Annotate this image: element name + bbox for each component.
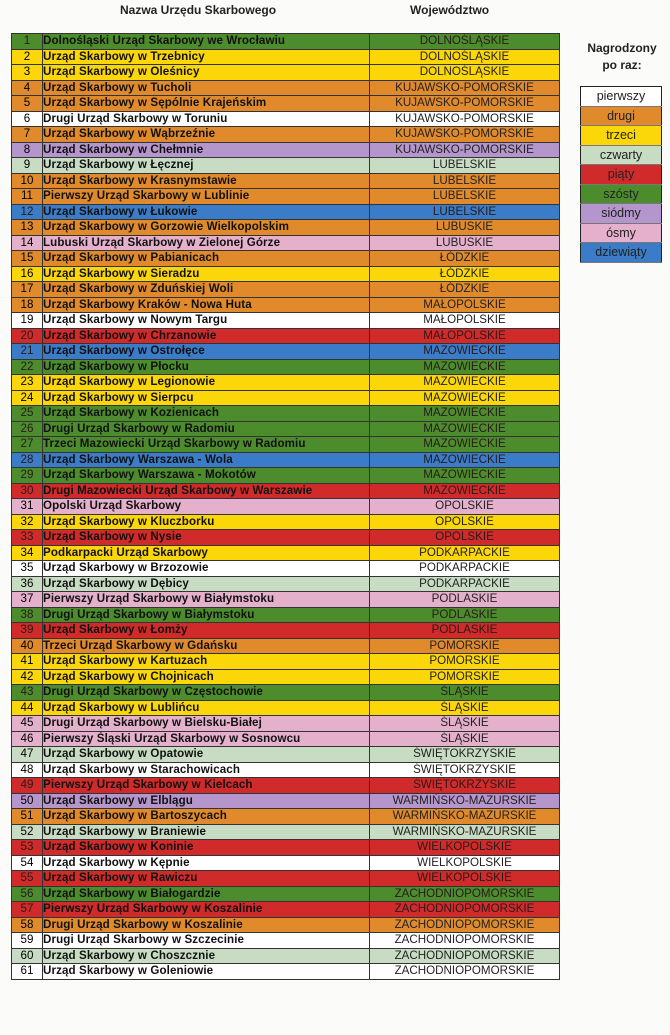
table-row [12,468,560,484]
voivodeship: OPOLSKIE [370,514,560,530]
row-number: 6 [12,111,43,127]
office-name: Pierwszy Urząd Skarbowy w Kielcach [43,778,370,794]
voivodeship: PODLASKIE [370,607,560,623]
voivodeship: MAZOWIECKIE [370,406,560,422]
offices-table [11,33,560,980]
legend-row [581,223,662,243]
voivodeship: LUBUSKIE [370,235,560,251]
row-number: 61 [12,964,43,980]
office-name: Dolnośląski Urząd Skarbowy we Wrocławiu [43,34,370,50]
voivodeship: WARMIŃSKO-MAZURSKIE [370,793,560,809]
row-number: 35 [12,561,43,577]
table-row [12,65,560,81]
table-row [12,313,560,329]
voivodeship: ŁÓDZKIE [370,282,560,298]
row-number: 1 [12,34,43,50]
office-name: Urząd Skarbowy Warszawa - Mokotów [43,468,370,484]
row-number: 56 [12,886,43,902]
row-number: 49 [12,778,43,794]
office-name: Urząd Skarbowy w Koninie [43,840,370,856]
table-row [12,390,560,406]
row-number: 47 [12,747,43,763]
voivodeship: PODKARPACKIE [370,576,560,592]
office-name: Urząd Skarbowy w Sieradzu [43,266,370,282]
office-name: Urząd Skarbowy w Sępólnie Krajeńskim [43,96,370,112]
table-row [12,948,560,964]
table-row [12,545,560,561]
voivodeship: POMORSKIE [370,638,560,654]
office-name: Urząd Skarbowy w Braniewie [43,824,370,840]
voivodeship: MAŁOPOLSKIE [370,313,560,329]
row-number: 7 [12,127,43,143]
voivodeship: OPOLSKIE [370,530,560,546]
table-row [12,669,560,685]
row-number: 4 [12,80,43,96]
row-number: 17 [12,282,43,298]
table-row [12,747,560,763]
office-name: Pierwszy Śląski Urząd Skarbowy w Sosnowcu [43,731,370,747]
office-name: Drugi Mazowiecki Urząd Skarbowy w Warszawie [43,483,370,499]
row-number: 16 [12,266,43,282]
office-name: Urząd Skarbowy w Chojnicach [43,669,370,685]
office-name: Urząd Skarbowy w Dębicy [43,576,370,592]
table-row [12,158,560,174]
voivodeship: MAZOWIECKIE [370,452,560,468]
row-number: 14 [12,235,43,251]
office-name: Drugi Urząd Skarbowy w Białymstoku [43,607,370,623]
legend-row [581,184,662,204]
table-row [12,607,560,623]
row-number: 39 [12,623,43,639]
voivodeship: WARMIŃSKO-MAZURSKIE [370,824,560,840]
row-number: 59 [12,933,43,949]
table-row [12,204,560,220]
table-row [12,871,560,887]
row-number: 2 [12,49,43,65]
row-number: 28 [12,452,43,468]
voivodeship: WIELKOPOLSKIE [370,840,560,856]
office-name: Urząd Skarbowy w Tucholi [43,80,370,96]
table-row [12,886,560,902]
voivodeship: ZACHODNIOPOMORSKIE [370,948,560,964]
office-name: Drugi Urząd Skarbowy w Szczecinie [43,933,370,949]
table-row [12,359,560,375]
table-row [12,716,560,732]
table-row [12,80,560,96]
voivodeship: LUBELSKIE [370,189,560,205]
table-row [12,34,560,50]
row-number: 44 [12,700,43,716]
office-name: Trzeci Mazowiecki Urząd Skarbowy w Radomiu [43,437,370,453]
legend-title-line-2: po raz: [602,58,642,72]
office-name: Urząd Skarbowy w Trzebnicy [43,49,370,65]
office-name: Urząd Skarbowy w Kozienicach [43,406,370,422]
office-name: Urząd Skarbowy w Łomży [43,623,370,639]
table-row [12,328,560,344]
office-name: Drugi Urząd Skarbowy w Koszalinie [43,917,370,933]
voivodeship: MAZOWIECKIE [370,468,560,484]
table-row [12,111,560,127]
voivodeship: ZACHODNIOPOMORSKIE [370,933,560,949]
voivodeship: PODKARPACKIE [370,561,560,577]
voivodeship: LUBELSKIE [370,204,560,220]
voivodeship: WIELKOPOLSKIE [370,855,560,871]
row-number: 32 [12,514,43,530]
office-name: Pierwszy Urząd Skarbowy w Koszalinie [43,902,370,918]
table-row [12,902,560,918]
office-name: Drugi Urząd Skarbowy w Radomiu [43,421,370,437]
table-row [12,685,560,701]
table-row [12,173,560,189]
table-row [12,297,560,313]
row-number: 22 [12,359,43,375]
row-number: 5 [12,96,43,112]
legend-row [581,165,662,185]
row-number: 23 [12,375,43,391]
office-name: Urząd Skarbowy w Nowym Targu [43,313,370,329]
legend-item: drugi [581,106,662,126]
office-name: Urząd Skarbowy w Wąbrzeźnie [43,127,370,143]
table-row [12,437,560,453]
voivodeship: ZACHODNIOPOMORSKIE [370,964,560,980]
voivodeship: ZACHODNIOPOMORSKIE [370,886,560,902]
row-number: 54 [12,855,43,871]
voivodeship: ŚWIĘTOKRZYSKIE [370,778,560,794]
row-number: 27 [12,437,43,453]
table-row [12,824,560,840]
row-number: 53 [12,840,43,856]
office-name: Urząd Skarbowy w Sierpcu [43,390,370,406]
table-row [12,561,560,577]
offices-table-body [12,34,560,980]
legend-row [581,204,662,224]
row-number: 3 [12,65,43,81]
row-number: 12 [12,204,43,220]
voivodeship: POMORSKIE [370,669,560,685]
table-row [12,638,560,654]
column-header-office-name: Nazwa Urzędu Skarbowego [120,3,277,17]
office-name: Pierwszy Urząd Skarbowy w Białymstoku [43,592,370,608]
office-name: Urząd Skarbowy w Łukowie [43,204,370,220]
row-number: 10 [12,173,43,189]
legend-title [583,40,661,74]
voivodeship: KUJAWSKO-POMORSKIE [370,80,560,96]
legend-item: piąty [581,165,662,185]
row-number: 26 [12,421,43,437]
column-header-voivodeship: Województwo [410,3,490,17]
legend-body [581,87,662,263]
office-name: Urząd Skarbowy w Oleśnicy [43,65,370,81]
office-name: Urząd Skarbowy w Bartoszycach [43,809,370,825]
office-name: Urząd Skarbowy w Płocku [43,359,370,375]
office-name: Urząd Skarbowy w Zduńskiej Woli [43,282,370,298]
voivodeship: MAZOWIECKIE [370,390,560,406]
voivodeship: MAZOWIECKIE [370,375,560,391]
voivodeship: DOLNOŚLĄSKIE [370,65,560,81]
table-row [12,96,560,112]
voivodeship: DOLNOŚLĄSKIE [370,49,560,65]
row-number: 46 [12,731,43,747]
office-name: Urząd Skarbowy w Starachowicach [43,762,370,778]
voivodeship: ŚWIĘTOKRZYSKIE [370,747,560,763]
table-row [12,251,560,267]
voivodeship: LUBELSKIE [370,173,560,189]
voivodeship: MAZOWIECKIE [370,421,560,437]
voivodeship: DOLNOŚLĄSKIE [370,34,560,50]
office-name: Urząd Skarbowy Kraków - Nowa Huta [43,297,370,313]
row-number: 11 [12,189,43,205]
table-row [12,576,560,592]
table-row [12,530,560,546]
voivodeship: KUJAWSKO-POMORSKIE [370,96,560,112]
office-name: Drugi Urząd Skarbowy w Częstochowie [43,685,370,701]
table-row [12,623,560,639]
row-number: 29 [12,468,43,484]
voivodeship: ŚLĄSKIE [370,685,560,701]
table-row [12,700,560,716]
table-row [12,762,560,778]
voivodeship: ŁÓDZKIE [370,266,560,282]
legend-row [581,243,662,263]
voivodeship: ŚLĄSKIE [370,716,560,732]
row-number: 51 [12,809,43,825]
voivodeship: POMORSKIE [370,654,560,670]
office-name: Urząd Skarbowy Warszawa - Wola [43,452,370,468]
table-row [12,282,560,298]
voivodeship: KUJAWSKO-POMORSKIE [370,142,560,158]
office-name: Urząd Skarbowy w Kępnie [43,855,370,871]
voivodeship: LUBUSKIE [370,220,560,236]
row-number: 13 [12,220,43,236]
table-row [12,344,560,360]
legend-item: czwarty [581,145,662,165]
office-name: Urząd Skarbowy w Legionowie [43,375,370,391]
office-name: Urząd Skarbowy w Łęcznej [43,158,370,174]
office-name: Drugi Urząd Skarbowy w Bielsku-Białej [43,716,370,732]
legend-row [581,106,662,126]
row-number: 55 [12,871,43,887]
row-number: 34 [12,545,43,561]
table-row [12,421,560,437]
office-name: Urząd Skarbowy w Gorzowie Wielkopolskim [43,220,370,236]
legend-title-line-1: Nagrodzony [587,41,657,55]
row-number: 40 [12,638,43,654]
table-row [12,592,560,608]
legend-table [580,86,662,263]
voivodeship: WARMIŃSKO-MAZURSKIE [370,809,560,825]
legend-row [581,145,662,165]
table-row [12,840,560,856]
voivodeship: ZACHODNIOPOMORSKIE [370,902,560,918]
voivodeship: MAZOWIECKIE [370,437,560,453]
row-number: 45 [12,716,43,732]
voivodeship: MAZOWIECKIE [370,359,560,375]
office-name: Urząd Skarbowy w Lublińcu [43,700,370,716]
row-number: 50 [12,793,43,809]
voivodeship: ŁÓDZKIE [370,251,560,267]
office-name: Drugi Urząd Skarbowy w Toruniu [43,111,370,127]
table-row [12,49,560,65]
table-row [12,499,560,515]
voivodeship: PODKARPACKIE [370,545,560,561]
legend-item: ósmy [581,223,662,243]
office-name: Opolski Urząd Skarbowy [43,499,370,515]
row-number: 60 [12,948,43,964]
office-name: Podkarpacki Urząd Skarbowy [43,545,370,561]
voivodeship: PODLASKIE [370,623,560,639]
row-number: 30 [12,483,43,499]
office-name: Pierwszy Urząd Skarbowy w Lublinie [43,189,370,205]
office-name: Urząd Skarbowy w Kluczborku [43,514,370,530]
row-number: 25 [12,406,43,422]
table-row [12,731,560,747]
table-row [12,375,560,391]
row-number: 18 [12,297,43,313]
row-number: 15 [12,251,43,267]
legend-item: szósty [581,184,662,204]
office-name: Urząd Skarbowy w Rawiczu [43,871,370,887]
voivodeship: LUBELSKIE [370,158,560,174]
office-name: Urząd Skarbowy w Pabianicach [43,251,370,267]
voivodeship: ŚLĄSKIE [370,700,560,716]
row-number: 37 [12,592,43,608]
legend-item: trzeci [581,126,662,146]
table-row [12,483,560,499]
table-row [12,855,560,871]
row-number: 48 [12,762,43,778]
office-name: Trzeci Urząd Skarbowy w Gdańsku [43,638,370,654]
office-name: Urząd Skarbowy w Chrzanowie [43,328,370,344]
voivodeship: ŚWIĘTOKRZYSKIE [370,762,560,778]
row-number: 57 [12,902,43,918]
legend-item: pierwszy [581,87,662,107]
legend-item: siódmy [581,204,662,224]
office-name: Urząd Skarbowy w Białogardzie [43,886,370,902]
row-number: 58 [12,917,43,933]
row-number: 41 [12,654,43,670]
office-name: Urząd Skarbowy w Chełmnie [43,142,370,158]
voivodeship: PODLASKIE [370,592,560,608]
legend-row [581,87,662,107]
row-number: 38 [12,607,43,623]
table-row [12,933,560,949]
table-row [12,452,560,468]
table-row [12,189,560,205]
table-row [12,406,560,422]
office-name: Urząd Skarbowy w Brzozowie [43,561,370,577]
voivodeship: KUJAWSKO-POMORSKIE [370,127,560,143]
table-row [12,127,560,143]
voivodeship: MAŁOPOLSKIE [370,328,560,344]
row-number: 31 [12,499,43,515]
row-number: 52 [12,824,43,840]
legend-item: dziewiąty [581,243,662,263]
legend-row [581,126,662,146]
table-row [12,266,560,282]
voivodeship: KUJAWSKO-POMORSKIE [370,111,560,127]
office-name: Urząd Skarbowy w Krasnymstawie [43,173,370,189]
row-number: 42 [12,669,43,685]
row-number: 9 [12,158,43,174]
office-name: Urząd Skarbowy w Nysie [43,530,370,546]
row-number: 21 [12,344,43,360]
table-row [12,793,560,809]
table-row [12,964,560,980]
table-row [12,917,560,933]
row-number: 8 [12,142,43,158]
table-row [12,514,560,530]
voivodeship: ZACHODNIOPOMORSKIE [370,917,560,933]
voivodeship: MAZOWIECKIE [370,483,560,499]
table-row [12,220,560,236]
table-row [12,654,560,670]
table-row [12,778,560,794]
office-name: Urząd Skarbowy w Kartuzach [43,654,370,670]
row-number: 33 [12,530,43,546]
office-name: Urząd Skarbowy w Opatowie [43,747,370,763]
row-number: 24 [12,390,43,406]
row-number: 19 [12,313,43,329]
office-name: Urząd Skarbowy w Elblągu [43,793,370,809]
row-number: 43 [12,685,43,701]
table-row [12,235,560,251]
office-name: Urząd Skarbowy w Choszcznie [43,948,370,964]
voivodeship: OPOLSKIE [370,499,560,515]
table-row [12,809,560,825]
row-number: 36 [12,576,43,592]
voivodeship: MAŁOPOLSKIE [370,297,560,313]
office-name: Lubuski Urząd Skarbowy w Zielonej Górze [43,235,370,251]
office-name: Urząd Skarbowy w Goleniowie [43,964,370,980]
table-row [12,142,560,158]
office-name: Urząd Skarbowy w Ostrołęce [43,344,370,360]
voivodeship: MAZOWIECKIE [370,344,560,360]
row-number: 20 [12,328,43,344]
voivodeship: ŚLĄSKIE [370,731,560,747]
voivodeship: WIELKOPOLSKIE [370,871,560,887]
